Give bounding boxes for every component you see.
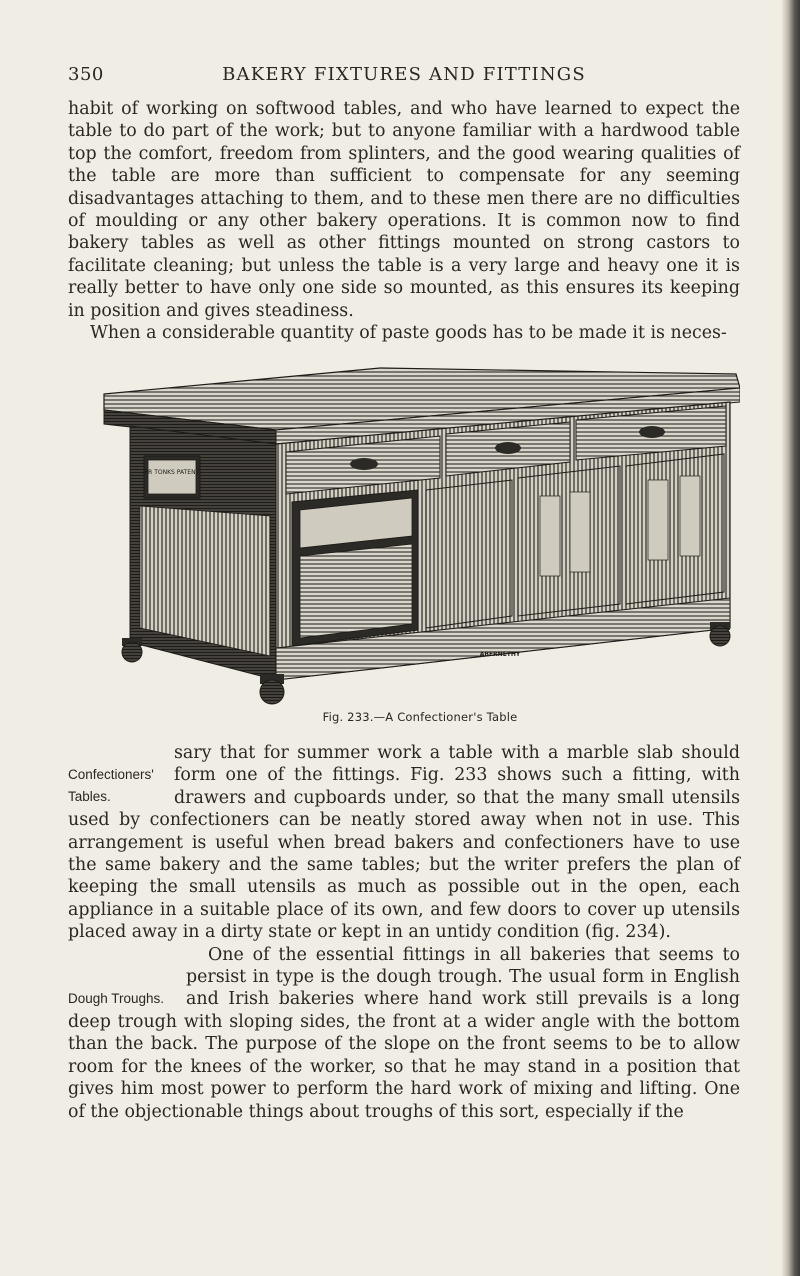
page-header	[68, 64, 740, 94]
figure-caption: Fig. 233.—A Confectioner's Table	[322, 710, 518, 724]
paragraph-2-start: When a considerable quantity of paste goods has to be made it is neces-	[90, 323, 727, 344]
paragraph-3: One of the essential fittings in all bakeries that seems to persist in type is the dough trough. The usual form in English and Irish bakeries where hand work still prevails is a long deep trough with sloping sides, the front at a wider angle with the bottom than the back. The purpose of the slope on the front seems to be to allow room for the knees of the worker, so that he may stand in a position that gives him most power to perform the hard work of mixing and lifting. One of the objectionable things about troughs of this sort, especially if the	[68, 944, 740, 1122]
page-edge	[782, 0, 800, 1276]
paragraph-2-continued: sary that for summer work a table with a marble slab should form one of the fittings. Fig. 233 shows such a fitting, with drawers and cupboards under, so that the many small utensils used by confectioners can be neatly stored away when not in use. This arrangement is useful when bread bakers and confectioners have to use the same bakery and the same tables; but the writer prefers the plan of keeping the small utensils as much as possible out in the open, each appliance in a suitable place of its own, and few doors to cover up utensils placed away in a dirty state or kept in an untidy condition (fig. 234).	[68, 743, 740, 943]
sidenote-dough-troughs: Dough Troughs.	[68, 990, 165, 1006]
castor-front	[260, 674, 284, 704]
body-text-top	[68, 98, 740, 344]
running-title: BAKERY FIXTURES AND FITTINGS	[222, 64, 586, 85]
figure-confectioners-table	[100, 366, 740, 706]
rail-plate-text: ABERNETHY	[479, 651, 521, 658]
body-text-bottom	[68, 742, 740, 1123]
sidenote-confectioners-tables: Confectioners' Tables.	[68, 767, 154, 805]
paragraph-1: habit of working on softwood tables, and who have learned to expect the table to do part of the work; but to anyone familiar with a hardwood table top the comfort, freedom from splinters, and the good wearing qualities of the table are more than sufficient to compensate for any seeming disadvantages attaching to them, and to these men there are no difficulties of moulding or any other bakery operations. It is common now to find bakery tables as well as other fittings mounted on strong castors to facilitate cleaning; but unless the table is a very large and heavy one it is really better to have only one side so mounted, as this ensures its keeping in position and gives steadiness.	[68, 99, 740, 321]
cupboard-door-1	[426, 480, 512, 628]
maker-plate-text: FR TONKS PATENT	[144, 469, 200, 476]
page-number: 350	[68, 64, 104, 85]
cupboard-door-2	[518, 466, 620, 616]
castor-left	[122, 638, 142, 662]
castor-right	[710, 622, 730, 646]
confectioners-table-illustration	[100, 366, 740, 706]
cupboard-door-3	[626, 454, 724, 604]
